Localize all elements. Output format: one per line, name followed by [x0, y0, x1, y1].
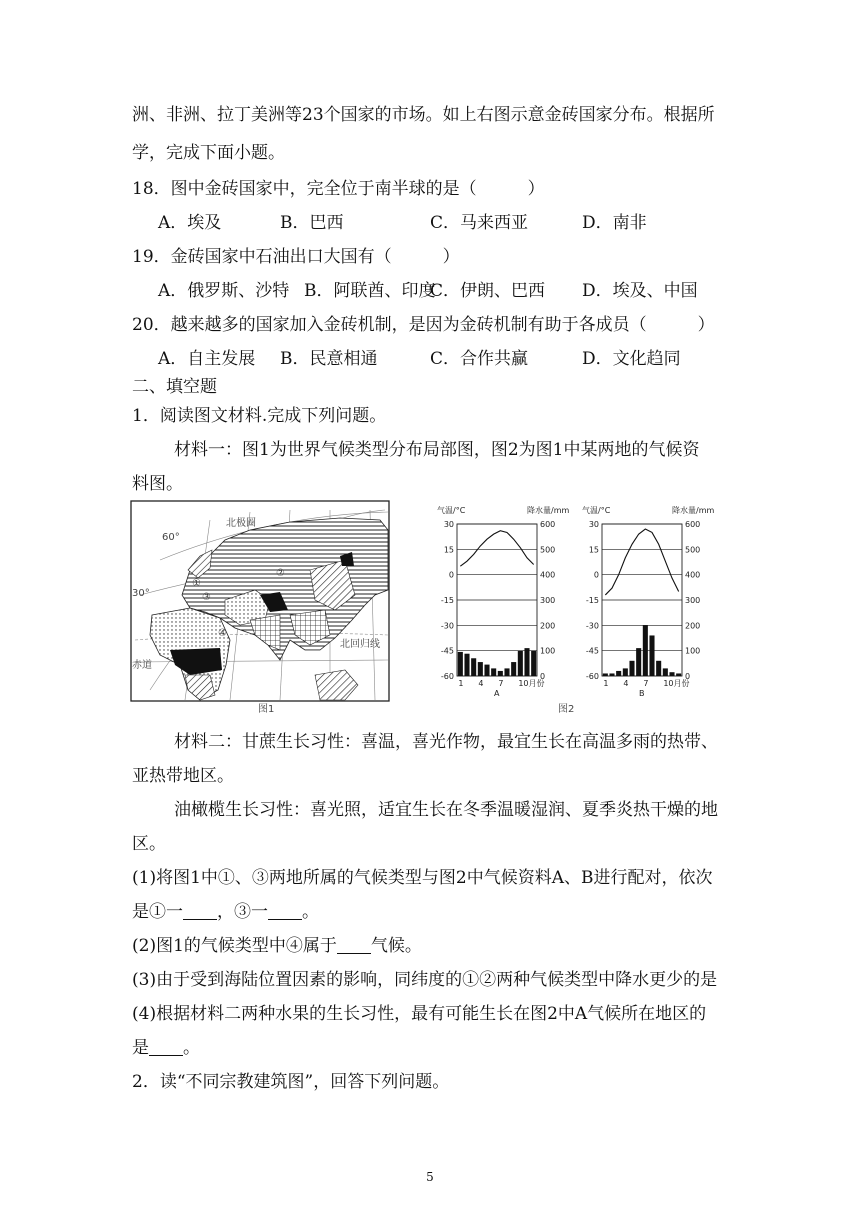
- question-19-options: [158, 280, 698, 302]
- answer-blank-3[interactable]: [268, 903, 302, 920]
- text-fragment: 气候。: [370, 936, 422, 956]
- text-fragment: 。: [302, 902, 319, 922]
- subquestion-1-line1: (1)将图1中①、③两地所属的气候类型与图2中气候资料A、B进行配对，依次: [132, 868, 713, 888]
- tropic-label: 北回归线: [340, 639, 380, 650]
- question-20-options: [158, 348, 681, 370]
- answer-blank-fruit[interactable]: [149, 1039, 183, 1056]
- temperature-tick: 15: [443, 545, 454, 555]
- precipitation-bar: [616, 671, 621, 676]
- answer-blank-1[interactable]: [183, 903, 217, 920]
- precipitation-bar: [629, 661, 634, 676]
- question-2-stem: 2．读“不同宗教建筑图”，回答下列问题。: [132, 1072, 450, 1092]
- answer-blank-4[interactable]: [337, 937, 371, 954]
- subquestion-4-line2: [132, 1037, 200, 1059]
- temperature-curve: [605, 529, 678, 595]
- text-line: 洲、非洲、拉丁美洲等23个国家的市场。如上右图示意金砖国家分布。根据所: [132, 105, 715, 125]
- precipitation-axis-label: 降水量/mm: [527, 506, 570, 515]
- precipitation-bar: [656, 661, 661, 676]
- figure-1-climate-map: [130, 500, 400, 716]
- month-tick: 1: [603, 679, 609, 688]
- question-1-stem: 1．阅读图文材料.完成下列问题。: [132, 406, 387, 426]
- precipitation-bar: [518, 651, 523, 676]
- temperature-tick: -30: [585, 621, 599, 631]
- temperature-tick: 0: [448, 570, 454, 580]
- figure-2-climate-charts: [425, 500, 715, 716]
- precipitation-tick: 500: [540, 545, 556, 555]
- precipitation-tick: 400: [540, 570, 556, 580]
- precipitation-tick: 200: [540, 621, 556, 631]
- precipitation-axis-label: 降水量/mm: [672, 506, 715, 515]
- precipitation-bar: [458, 652, 463, 676]
- option-d[interactable]: D．埃及、中国: [582, 281, 698, 301]
- precipitation-bar: [663, 668, 668, 676]
- equator-label: 赤道: [132, 660, 152, 671]
- precipitation-tick: 500: [685, 545, 701, 555]
- subquestion-1-line2: [132, 901, 319, 923]
- precipitation-bar: [464, 654, 469, 676]
- month-tick: 1: [458, 679, 464, 688]
- material-2-line1: 材料二：甘蔗生长习性：喜温，喜光作物，最宜生长在高温多雨的热带、: [174, 732, 718, 752]
- month-tick: 10月份: [663, 679, 690, 688]
- subquestion-4-line1: (4)根据材料二两种水果的生长习性，最有可能生长在图2中A气候所在地区的: [132, 1004, 707, 1024]
- text-fragment: 。: [183, 1038, 200, 1058]
- temperature-tick: -45: [440, 646, 454, 656]
- temperature-tick: -15: [440, 596, 454, 605]
- option-a[interactable]: A．俄罗斯、沙特: [158, 281, 290, 301]
- precipitation-bar: [504, 668, 509, 676]
- region-4-label: ④: [218, 628, 227, 639]
- region-2-label: ②: [276, 568, 285, 579]
- precipitation-tick: 300: [685, 596, 701, 605]
- temperature-tick: 0: [593, 570, 599, 580]
- temperature-tick: 15: [588, 545, 599, 555]
- precipitation-bar: [531, 651, 536, 676]
- question-18-options: [158, 212, 647, 234]
- text-fragment: 是: [132, 1038, 149, 1058]
- month-tick: 4: [478, 679, 484, 688]
- region-1-label: ①: [192, 578, 201, 589]
- question-18: 18．图中金砖国家中，完全位于南半球的是（ ）: [132, 179, 545, 199]
- precipitation-tick: 300: [540, 596, 556, 605]
- option-a[interactable]: A．自主发展: [158, 349, 256, 369]
- precipitation-bar: [491, 668, 496, 676]
- question-19: 19．金砖国家中石油出口大国有（ ）: [132, 247, 460, 267]
- month-tick: 7: [643, 679, 649, 688]
- figure-1-caption: 图1: [258, 704, 275, 715]
- text-fragment: 是①一: [132, 902, 183, 922]
- temperature-tick: -30: [440, 621, 454, 631]
- page-number: 5: [426, 1170, 434, 1184]
- section-heading: 二、填空题: [132, 377, 217, 397]
- option-b[interactable]: B．阿联酋、印度: [304, 281, 436, 301]
- climate-chart-a: [437, 505, 569, 698]
- temperature-tick: 30: [443, 520, 454, 529]
- precipitation-tick: 600: [540, 520, 556, 529]
- precipitation-tick: 100: [540, 646, 556, 656]
- climate-chart-b: [582, 505, 714, 698]
- precipitation-tick: 0: [685, 672, 691, 681]
- precipitation-tick: 0: [540, 672, 546, 681]
- precipitation-bar: [603, 673, 608, 676]
- option-b[interactable]: B．民意相通: [280, 349, 378, 369]
- chart-name: B: [639, 689, 645, 698]
- temperature-tick: -15: [585, 596, 599, 605]
- text-fragment: (2)图1的气候类型中④属于: [132, 936, 337, 956]
- figure-2-caption: 图2: [558, 704, 575, 715]
- material-2-line2: 亚热带地区。: [132, 766, 234, 786]
- precipitation-bar: [636, 648, 641, 676]
- precipitation-bar: [643, 625, 648, 676]
- temperature-axis-label: 气温/°C: [582, 506, 611, 515]
- temperature-tick: -45: [585, 646, 599, 656]
- option-d[interactable]: D．文化趋同: [582, 349, 681, 369]
- temperature-tick: 30: [588, 520, 599, 529]
- precipitation-tick: 600: [685, 520, 701, 529]
- precipitation-bar: [484, 665, 489, 676]
- precipitation-bar: [524, 648, 529, 676]
- precipitation-bar: [676, 673, 681, 676]
- month-tick: 7: [498, 679, 504, 688]
- month-tick: 4: [623, 679, 629, 688]
- precipitation-bar: [478, 662, 483, 676]
- option-d[interactable]: D．南非: [582, 213, 647, 233]
- precipitation-bar: [511, 662, 516, 676]
- precipitation-tick: 400: [685, 570, 701, 580]
- precipitation-bar: [669, 672, 674, 676]
- option-b[interactable]: B．巴西: [280, 213, 344, 233]
- precipitation-bar: [498, 671, 503, 676]
- region-3-label: ③: [202, 592, 211, 603]
- subquestion-2: [132, 935, 422, 957]
- precipitation-bar: [649, 635, 654, 676]
- option-c[interactable]: C．马来西亚: [430, 213, 529, 233]
- text-fragment: ，③一: [217, 902, 268, 922]
- material-3-line1: 油橄榄生长习性：喜光照，适宜生长在冬季温暖湿润、夏季炎热干燥的地: [174, 800, 718, 820]
- temperature-tick: -60: [585, 672, 599, 681]
- precipitation-bar: [471, 658, 476, 676]
- temperature-curve: [460, 531, 533, 566]
- subquestion-3: (3)由于受到海陆位置因素的影响，同纬度的①②两种气候类型中降水更少的是: [132, 970, 718, 990]
- precipitation-bar: [609, 673, 614, 676]
- question-20: 20．越来越多的国家加入金砖机制，是因为金砖机制有助于各成员（ ）: [132, 315, 715, 335]
- temperature-tick: -60: [440, 672, 454, 681]
- lat-30-label: 30°: [132, 588, 150, 599]
- option-c[interactable]: C．伊朗、巴西: [430, 281, 546, 301]
- lat-60-label: 60°: [162, 532, 180, 543]
- precipitation-bar: [623, 668, 628, 676]
- precipitation-tick: 100: [685, 646, 701, 656]
- arctic-label: 北极圈: [226, 518, 256, 529]
- material-1-line1: 材料一：图1为世界气候类型分布局部图，图2为图1中某两地的气候资: [174, 440, 700, 460]
- material-1-line2: 料图。: [132, 474, 183, 494]
- text-line: 学，完成下面小题。: [132, 143, 285, 163]
- precipitation-tick: 200: [685, 621, 701, 631]
- material-3-line2: 区。: [132, 834, 166, 854]
- option-c[interactable]: C．合作共赢: [430, 349, 529, 369]
- option-a[interactable]: A．埃及: [158, 213, 222, 233]
- temperature-axis-label: 气温/°C: [437, 506, 466, 515]
- chart-name: A: [494, 689, 500, 698]
- month-tick: 10月份: [518, 679, 545, 688]
